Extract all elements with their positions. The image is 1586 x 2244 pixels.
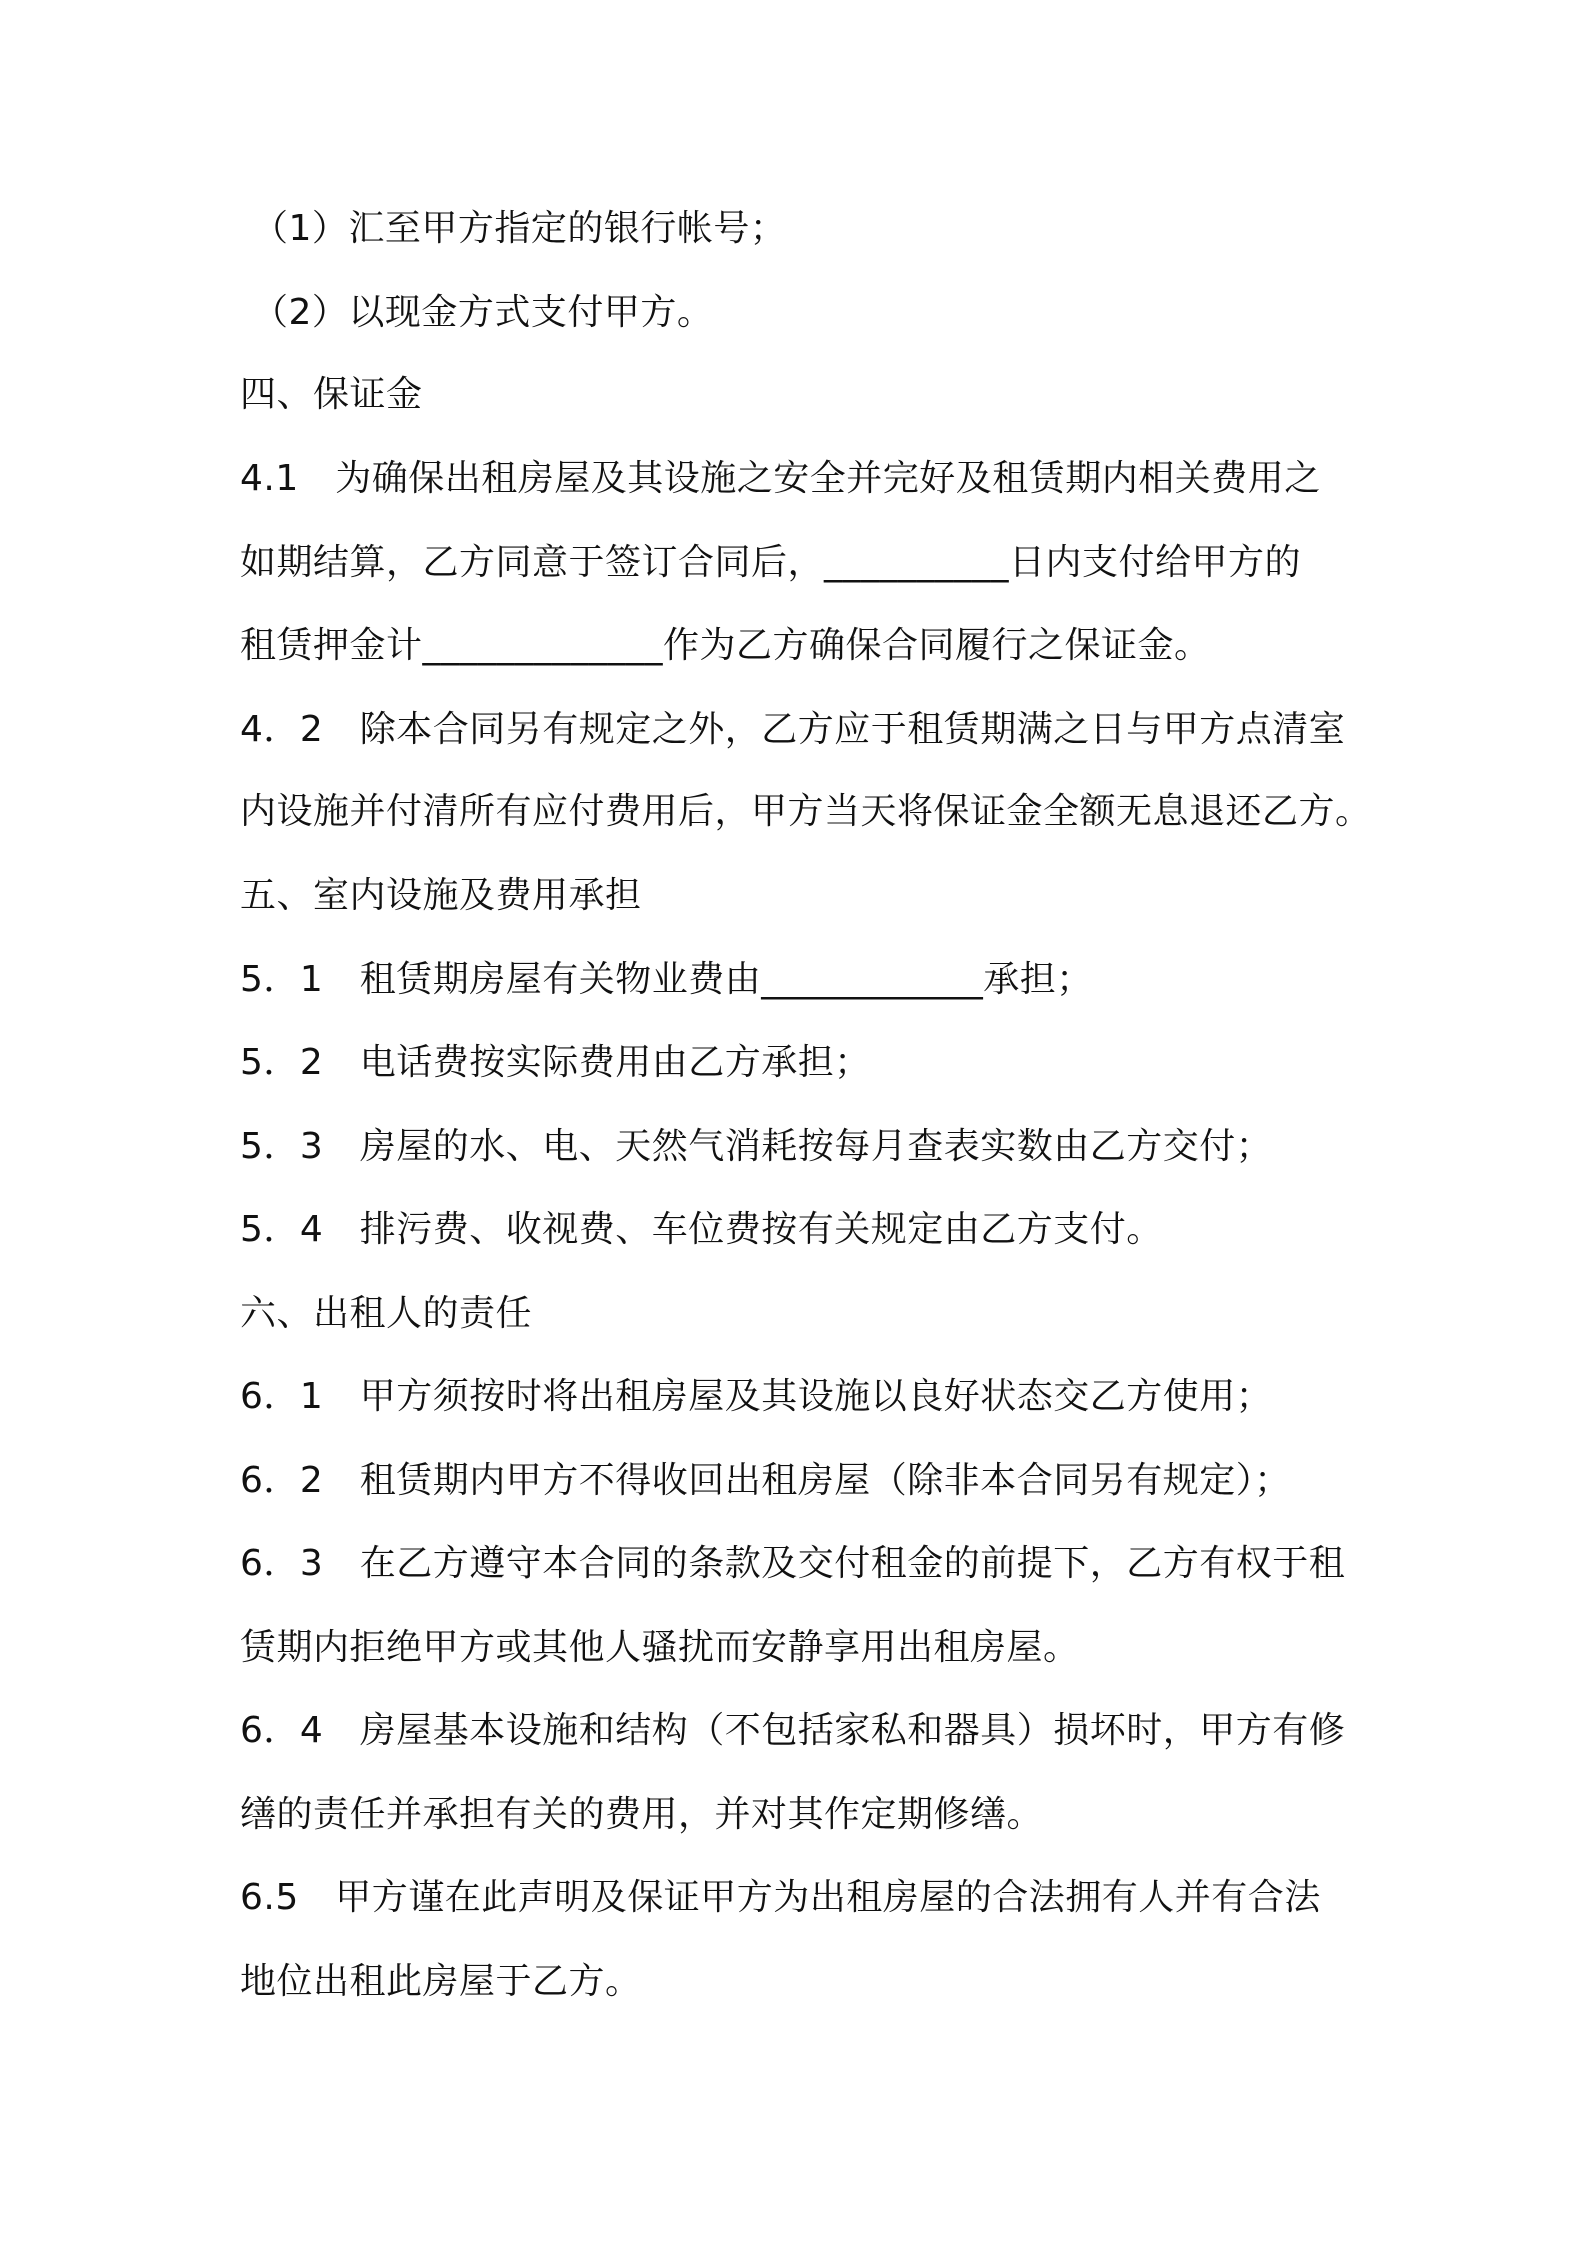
clause-4-1-line-3: 租赁押金计_____________作为乙方确保合同履行之保证金。 <box>240 625 1211 666</box>
payment-option-2: （2）以现金方式支付甲方。 <box>252 292 714 333</box>
clause-6-5-line-1: 6.5 甲方谨在此声明及保证甲方为出租房屋的合法拥有人并有合法 <box>240 1877 1321 1918</box>
clause-6-3-line-2: 赁期内拒绝甲方或其他人骚扰而安静享用出租房屋。 <box>240 1627 1080 1668</box>
clause-6-2: 6．2 租赁期内甲方不得收回出租房屋（除非本合同另有规定）； <box>240 1460 1291 1501</box>
clause-4-2-line-1: 4．2 除本合同另有规定之外，乙方应于租赁期满之日与甲方点清室 <box>240 709 1346 750</box>
section-heading-facilities: 五、室内设施及费用承担 <box>240 875 642 916</box>
payment-option-1: （1）汇至甲方指定的银行帐号； <box>252 208 787 249</box>
section-heading-lessor: 六、出租人的责任 <box>240 1293 533 1334</box>
clause-5-4: 5．4 排污费、收视费、车位费按有关规定由乙方支付。 <box>240 1209 1163 1250</box>
clause-6-1: 6．1 甲方须按时将出租房屋及其设施以良好状态交乙方使用； <box>240 1376 1273 1417</box>
clause-4-1-line-1: 4.1 为确保出租房屋及其设施之安全并完好及租赁期内相关费用之 <box>240 458 1321 499</box>
clause-4-1-line-2: 如期结算，乙方同意于签订合同后，__________日内支付给甲方的 <box>240 542 1302 583</box>
clause-4-2-line-2: 内设施并付清所有应付费用后，甲方当天将保证金全额无息退还乙方。 <box>240 791 1372 832</box>
clause-6-3-line-1: 6．3 在乙方遵守本合同的条款及交付租金的前提下，乙方有权于租 <box>240 1543 1346 1584</box>
clause-5-3: 5．3 房屋的水、电、天然气消耗按每月查表实数由乙方交付； <box>240 1126 1273 1167</box>
section-heading-deposit: 四、保证金 <box>240 374 423 415</box>
clause-5-2: 5．2 电话费按实际费用由乙方承担； <box>240 1042 871 1083</box>
clause-6-4-line-1: 6．4 房屋基本设施和结构（不包括家私和器具）损坏时，甲方有修 <box>240 1710 1346 1751</box>
clause-6-5-line-2: 地位出租此房屋于乙方。 <box>240 1961 642 2002</box>
clause-6-4-line-2: 缮的责任并承担有关的费用，并对其作定期修缮。 <box>240 1794 1044 1835</box>
clause-5-1: 5．1 租赁期房屋有关物业费由____________承担； <box>240 959 1093 1000</box>
